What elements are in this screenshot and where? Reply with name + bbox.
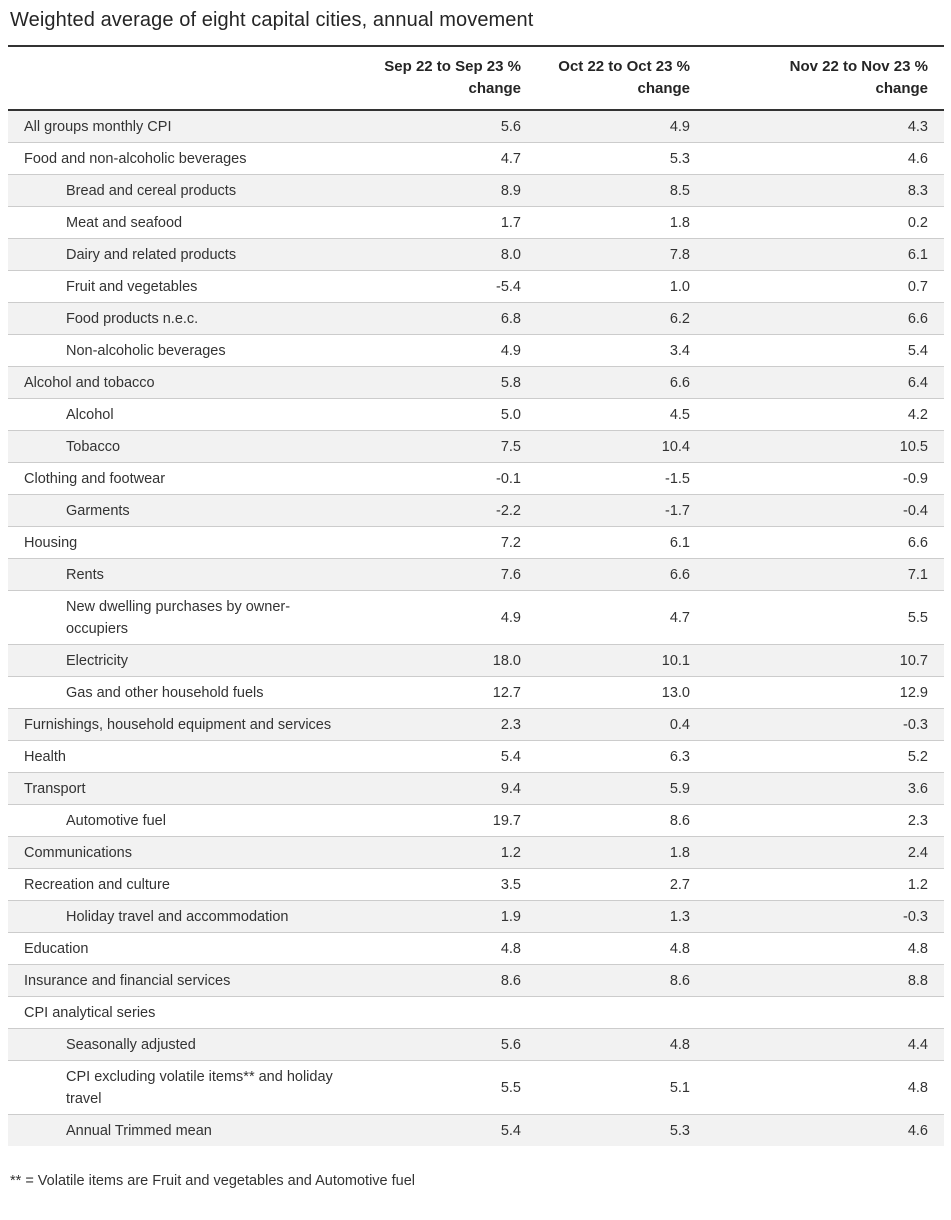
value-cell: 5.5 (706, 591, 944, 645)
value-cell (357, 997, 537, 1029)
value-cell: 4.8 (537, 1029, 706, 1061)
value-cell: 10.7 (706, 645, 944, 677)
row-label: Annual Trimmed mean (8, 1115, 357, 1147)
row-label: Meat and seafood (8, 207, 357, 239)
table-row (8, 271, 944, 303)
table-row (8, 965, 944, 997)
table-row (8, 1061, 944, 1115)
value-cell: 0.7 (706, 271, 944, 303)
value-cell: 6.6 (537, 559, 706, 591)
value-cell: 6.3 (537, 741, 706, 773)
value-cell: 8.5 (537, 175, 706, 207)
header-row (8, 46, 944, 110)
value-cell: 1.9 (357, 901, 537, 933)
value-cell: -0.9 (706, 463, 944, 495)
value-cell: 4.8 (537, 933, 706, 965)
footnote: ** = Volatile items are Fruit and vegetables and Automotive fuel (10, 1173, 416, 1189)
value-cell: 4.8 (357, 933, 537, 965)
value-cell: 4.8 (706, 1061, 944, 1115)
value-cell: 3.4 (537, 335, 706, 367)
row-label: Non-alcoholic beverages (8, 335, 357, 367)
value-cell: 18.0 (357, 645, 537, 677)
value-cell: 6.4 (706, 367, 944, 399)
value-cell: 13.0 (537, 677, 706, 709)
value-cell: 4.7 (357, 143, 537, 175)
value-cell: 6.1 (706, 239, 944, 271)
column-header-line1: Sep 22 to Sep 23 % (384, 58, 521, 75)
table-row (8, 901, 944, 933)
row-label: Garments (8, 495, 357, 527)
table-row (8, 463, 944, 495)
table-row (8, 997, 944, 1029)
row-label: Recreation and culture (8, 869, 357, 901)
value-cell: 1.2 (706, 869, 944, 901)
column-header-sep (357, 46, 537, 110)
column-header-line1: Nov 22 to Nov 23 % (789, 58, 928, 75)
value-cell: 4.9 (669, 118, 690, 135)
value-cell: 3.6 (706, 773, 944, 805)
value-cell: 8.6 (537, 805, 706, 837)
row-label: All groups monthly CPI (24, 118, 172, 135)
value-cell: 4.5 (537, 399, 706, 431)
table-row (8, 773, 944, 805)
value-cell: 12.7 (357, 677, 537, 709)
value-cell: 5.3 (537, 143, 706, 175)
column-header-line2: change (637, 80, 690, 97)
table-row (8, 709, 944, 741)
table-row (8, 741, 944, 773)
value-cell: -2.2 (357, 495, 537, 527)
table-row (8, 367, 944, 399)
row-label: Gas and other household fuels (8, 677, 357, 709)
row-label: Clothing and footwear (8, 463, 357, 495)
column-header-line1: Oct 22 to Oct 23 % (558, 58, 690, 75)
value-cell: 0.2 (706, 207, 944, 239)
value-cell: 6.8 (357, 303, 537, 335)
column-header-line2: change (875, 80, 928, 97)
value-cell: 10.5 (706, 431, 944, 463)
value-cell: 5.0 (357, 399, 537, 431)
row-label: Alcohol (8, 399, 357, 431)
value-cell: 2.3 (706, 805, 944, 837)
column-header-nov (706, 46, 944, 110)
table-row (8, 1115, 944, 1147)
value-cell: 5.6 (500, 118, 521, 135)
table-row (8, 110, 944, 143)
value-cell: -0.3 (706, 709, 944, 741)
value-cell: 7.5 (357, 431, 537, 463)
table-row (8, 591, 944, 645)
table-row (8, 335, 944, 367)
row-label: New dwelling purchases by owner-occupiers (8, 591, 357, 645)
value-cell: 5.1 (537, 1061, 706, 1115)
value-cell: 4.9 (357, 591, 537, 645)
value-cell: 2.7 (537, 869, 706, 901)
table-row (8, 559, 944, 591)
row-label: Communications (8, 837, 357, 869)
table-row (8, 1029, 944, 1061)
value-cell: 5.5 (357, 1061, 537, 1115)
value-cell: 5.8 (357, 367, 537, 399)
row-label: Transport (8, 773, 357, 805)
value-cell: 5.4 (357, 741, 537, 773)
table-row (8, 431, 944, 463)
value-cell: 8.6 (357, 965, 537, 997)
row-label: Insurance and financial services (8, 965, 357, 997)
value-cell: 8.3 (706, 175, 944, 207)
value-cell: 4.4 (706, 1029, 944, 1061)
value-cell: 6.6 (706, 303, 944, 335)
table-row (8, 837, 944, 869)
row-label: CPI excluding volatile items** and holiday travel (8, 1061, 357, 1115)
value-cell: 1.8 (537, 207, 706, 239)
table-row (8, 805, 944, 837)
value-cell: 10.4 (537, 431, 706, 463)
table-row (8, 527, 944, 559)
value-cell: 4.6 (706, 143, 944, 175)
value-cell: -0.3 (706, 901, 944, 933)
row-label: Electricity (8, 645, 357, 677)
row-label: Automotive fuel (8, 805, 357, 837)
value-cell: 9.4 (357, 773, 537, 805)
table-row (8, 645, 944, 677)
row-label: Dairy and related products (8, 239, 357, 271)
value-cell: 2.3 (357, 709, 537, 741)
table-header (8, 46, 944, 110)
value-cell: 2.4 (706, 837, 944, 869)
value-cell: 8.8 (706, 965, 944, 997)
value-cell: 7.8 (537, 239, 706, 271)
table-row (8, 239, 944, 271)
column-header-line2: change (468, 80, 521, 97)
value-cell (537, 997, 706, 1029)
row-label: Food products n.e.c. (8, 303, 357, 335)
value-cell: 6.1 (537, 527, 706, 559)
value-cell: 4.3 (907, 118, 928, 135)
table-row (8, 933, 944, 965)
value-cell: 7.6 (357, 559, 537, 591)
value-cell: 1.7 (357, 207, 537, 239)
value-cell: 5.4 (357, 1115, 537, 1147)
row-label: Bread and cereal products (8, 175, 357, 207)
value-cell: 4.8 (706, 933, 944, 965)
table-row (8, 399, 944, 431)
row-label: Alcohol and tobacco (8, 367, 357, 399)
value-cell: 1.8 (537, 837, 706, 869)
value-cell: -1.5 (537, 463, 706, 495)
table-row (8, 303, 944, 335)
value-cell: 4.9 (357, 335, 537, 367)
value-cell: 12.9 (706, 677, 944, 709)
value-cell: 5.6 (357, 1029, 537, 1061)
column-header-blank (8, 46, 357, 110)
value-cell: 1.2 (357, 837, 537, 869)
value-cell: 6.6 (537, 367, 706, 399)
row-label: Furnishings, household equipment and services (8, 709, 357, 741)
table-row (8, 143, 944, 175)
value-cell: 1.0 (537, 271, 706, 303)
value-cell: 8.9 (357, 175, 537, 207)
table-row (8, 207, 944, 239)
value-cell: 7.1 (706, 559, 944, 591)
value-cell: -0.4 (706, 495, 944, 527)
value-cell: 6.6 (706, 527, 944, 559)
row-label: Health (8, 741, 357, 773)
value-cell: 5.3 (537, 1115, 706, 1147)
value-cell: 4.2 (706, 399, 944, 431)
page-title: Weighted average of eight capital cities, annual movement (10, 9, 534, 31)
table-row (8, 495, 944, 527)
row-label: Education (8, 933, 357, 965)
cpi-table (8, 45, 944, 1146)
value-cell: 8.0 (357, 239, 537, 271)
value-cell: 6.2 (537, 303, 706, 335)
value-cell: 3.5 (357, 869, 537, 901)
value-cell: 8.6 (537, 965, 706, 997)
value-cell (706, 997, 944, 1029)
row-label: Rents (8, 559, 357, 591)
value-cell: 5.2 (706, 741, 944, 773)
table-body (8, 110, 944, 1146)
value-cell: 4.6 (706, 1115, 944, 1147)
value-cell: 10.1 (537, 645, 706, 677)
row-label: Tobacco (8, 431, 357, 463)
value-cell: 5.9 (537, 773, 706, 805)
column-header-oct (537, 46, 706, 110)
row-label: Food and non-alcoholic beverages (8, 143, 357, 175)
table-row (8, 869, 944, 901)
value-cell: 5.4 (706, 335, 944, 367)
value-cell: 4.7 (537, 591, 706, 645)
table-row (8, 677, 944, 709)
value-cell: -5.4 (357, 271, 537, 303)
value-cell: 0.4 (537, 709, 706, 741)
row-label: Holiday travel and accommodation (8, 901, 357, 933)
value-cell: 19.7 (357, 805, 537, 837)
value-cell: 7.2 (357, 527, 537, 559)
row-label: Seasonally adjusted (8, 1029, 357, 1061)
value-cell: -0.1 (357, 463, 537, 495)
row-label: CPI analytical series (8, 997, 357, 1029)
value-cell: -1.7 (537, 495, 706, 527)
table-row (8, 175, 944, 207)
value-cell: 1.3 (537, 901, 706, 933)
row-label: Fruit and vegetables (8, 271, 357, 303)
row-label: Housing (8, 527, 357, 559)
